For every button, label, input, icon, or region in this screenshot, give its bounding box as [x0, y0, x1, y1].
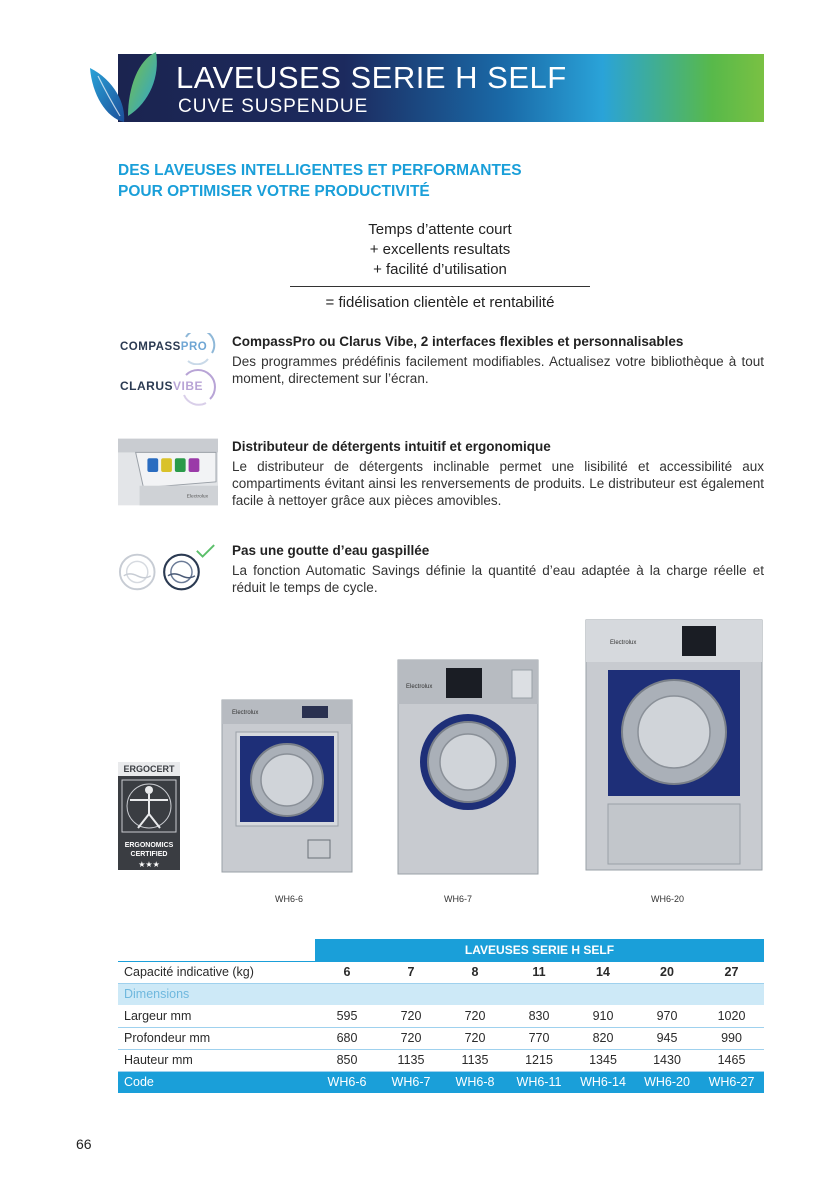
code-cell: WH6-6: [315, 1071, 379, 1093]
clarusvibe-logo-main: CLARUS: [120, 379, 173, 393]
capacity-cell: 8: [443, 961, 507, 983]
table-cell: 1135: [379, 1049, 443, 1071]
capacity-cell: 20: [635, 961, 699, 983]
vitruvian-figure-icon: [118, 776, 180, 836]
section-label: Dimensions: [118, 983, 764, 1005]
feature-interfaces-body: Des programmes prédéfinis facilement modifiables. Actualisez votre bibliothèque à tout moment, directement sur l’écran.: [232, 354, 764, 386]
table-row-capacity: [118, 961, 764, 983]
feature-water-saving-body: La fonction Automatic Savings définie la quantité d’eau adaptée à la charge réelle et réduit le temps de cycle.: [232, 563, 764, 595]
row-label: Profondeur mm: [118, 1027, 315, 1049]
code-cell: WH6-20: [635, 1071, 699, 1093]
product-label-wh6-7: WH6-7: [444, 894, 473, 904]
feature-water-saving-text: [232, 542, 764, 596]
table-cell: 820: [571, 1027, 635, 1049]
washer-wh6-20-image: [584, 618, 764, 872]
table-cell: 945: [635, 1027, 699, 1049]
table-cell: 1345: [571, 1049, 635, 1071]
table-row: [118, 1049, 764, 1071]
compass-arc-icon: [178, 333, 218, 365]
washer-wh6-7-image: [396, 658, 540, 876]
detergent-dispenser-image: [118, 438, 218, 506]
ergocert-badge: [118, 762, 180, 870]
code-cell: WH6-7: [379, 1071, 443, 1093]
table-cell: 970: [635, 1005, 699, 1027]
formula-line-1: Temps d’attente court: [368, 221, 512, 238]
capacity-cell: 6: [315, 961, 379, 983]
table-row: [118, 1005, 764, 1027]
feature-detergent: [118, 438, 768, 510]
capacity-cell: 11: [507, 961, 571, 983]
leaf-logo-icon: [84, 46, 164, 126]
clarusvibe-logo-accent: VIBE: [173, 379, 204, 393]
table-cell: 830: [507, 1005, 571, 1027]
table-cell: 680: [315, 1027, 379, 1049]
ergocert-bottom-2: CERTIFIED: [130, 851, 168, 858]
table-cell: 1465: [699, 1049, 764, 1071]
table-cell: 1135: [443, 1049, 507, 1071]
intro-line-1: DES LAVEUSES INTELLIGENTES ET PERFORMANTES: [118, 162, 522, 179]
table-cell: 1020: [699, 1005, 764, 1027]
table-band-title: LAVEUSES SERIE H SELF: [315, 939, 764, 961]
code-cell: WH6-14: [571, 1071, 635, 1093]
table-cell: 910: [571, 1005, 635, 1027]
capacity-label: Capacité indicative (kg): [118, 961, 315, 983]
spec-table: [118, 939, 764, 1093]
table-cell: 720: [443, 1027, 507, 1049]
clarus-arc-icon: [180, 369, 216, 407]
compasspro-logo-accent: PRO: [180, 341, 208, 353]
benefit-formula: [290, 220, 590, 313]
formula-divider: [290, 286, 590, 287]
page-title: LAVEUSES SERIE H SELF: [176, 60, 567, 95]
formula-line-3: + facilité d’utilisation: [373, 261, 507, 278]
svg-text:Electrolux: Electrolux: [186, 494, 209, 500]
svg-text:Electrolux: Electrolux: [232, 710, 259, 716]
table-cell: 1430: [635, 1049, 699, 1071]
svg-text:Electrolux: Electrolux: [406, 684, 433, 690]
washer-wh6-6-image: [218, 696, 356, 876]
feature-water-saving: [118, 542, 768, 602]
table-cell: 990: [699, 1027, 764, 1049]
intro-heading: [118, 160, 522, 202]
capacity-cell: 7: [379, 961, 443, 983]
table-cell: 850: [315, 1049, 379, 1071]
table-row-section: [118, 983, 764, 1005]
ergocert-stars: ★★★: [138, 860, 160, 869]
table-row: [118, 1027, 764, 1049]
capacity-cell: 14: [571, 961, 635, 983]
feature-interfaces-text: [232, 333, 764, 387]
page-subtitle: CUVE SUSPENDUE: [178, 96, 369, 117]
feature-detergent-text: [232, 438, 764, 509]
table-cell: 1215: [507, 1049, 571, 1071]
compasspro-logo-main: COMPASS: [120, 341, 181, 353]
feature-interfaces-heading: CompassPro ou Clarus Vibe, 2 interfaces flexibles et personnalisables: [232, 334, 684, 349]
product-label-wh6-6: WH6-6: [275, 894, 304, 904]
table-cell: 720: [443, 1005, 507, 1027]
code-cell: WH6-27: [699, 1071, 764, 1093]
feature-detergent-heading: Distributeur de détergents intuitif et ergonomique: [232, 439, 551, 454]
row-label: Largeur mm: [118, 1005, 315, 1027]
product-label-wh6-20: WH6-20: [651, 894, 685, 904]
ergocert-bottom-1: ERGONOMICS: [124, 842, 174, 849]
row-label: Hauteur mm: [118, 1049, 315, 1071]
feature-water-saving-heading: Pas une goutte d’eau gaspillée: [232, 543, 430, 558]
formula-result: = fidélisation clientèle et rentabilité: [325, 294, 555, 311]
water-saving-icon: [118, 542, 218, 600]
intro-line-2: POUR OPTIMISER VOTRE PRODUCTIVITÉ: [118, 183, 430, 200]
header-banner: [118, 54, 764, 122]
ergocert-top: ERGOCERT: [118, 762, 180, 776]
table-cell: 720: [379, 1005, 443, 1027]
table-band-row: [118, 939, 764, 961]
page-number: 66: [76, 1136, 92, 1152]
table-cell: 720: [379, 1027, 443, 1049]
code-label: Code: [118, 1071, 315, 1093]
formula-line-2: + excellents resultats: [369, 241, 511, 258]
capacity-cell: 27: [699, 961, 764, 983]
table-cell: 770: [507, 1027, 571, 1049]
table-cell: 595: [315, 1005, 379, 1027]
feature-interfaces: [118, 333, 768, 413]
svg-text:Electrolux: Electrolux: [610, 640, 637, 646]
table-row-code: [118, 1071, 764, 1093]
code-cell: WH6-8: [443, 1071, 507, 1093]
feature-detergent-body: Le distributeur de détergents inclinable permet une lisibilité et accessibilité aux compartiments évitant ainsi les renversements de produits. Le distributeur est également facile à nettoyer grâce aux pièces amovibles.: [232, 459, 764, 508]
code-cell: WH6-11: [507, 1071, 571, 1093]
